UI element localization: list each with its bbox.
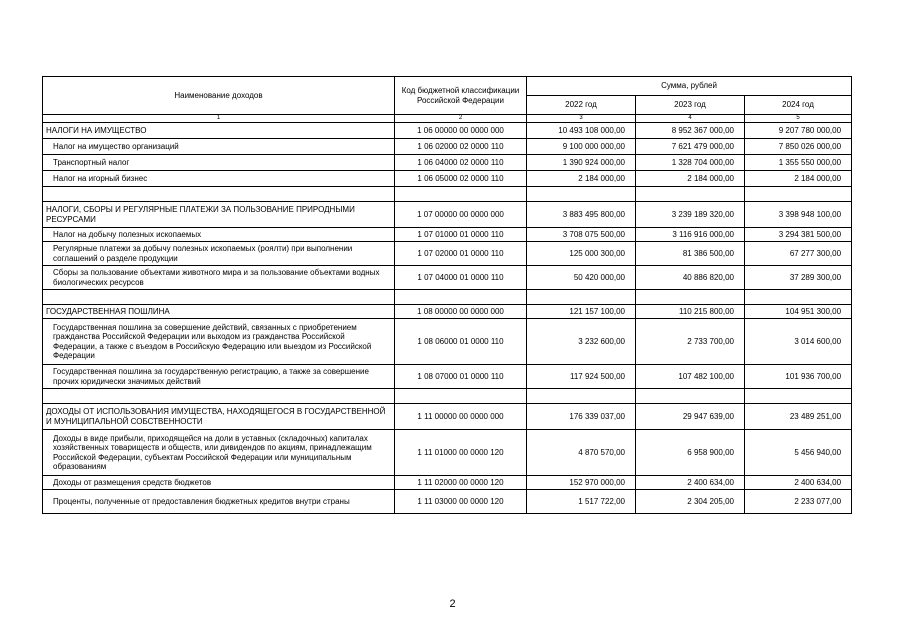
amount-2023: 107 482 100,00 xyxy=(636,365,745,389)
budget-code: 1 07 01000 01 0000 110 xyxy=(395,228,527,242)
amount-2022: 3 883 495 800,00 xyxy=(527,202,636,228)
income-name: Проценты, полученные от предоставления бюджетных кредитов внутри страны xyxy=(43,490,395,514)
amount-2024: 3 014 600,00 xyxy=(745,319,852,365)
amount-2023: 110 215 800,00 xyxy=(636,305,745,319)
table-row xyxy=(43,242,852,266)
amount-2024: 3 294 381 500,00 xyxy=(745,228,852,242)
table-row xyxy=(43,202,852,228)
table-row xyxy=(43,139,852,155)
table-row xyxy=(43,305,852,319)
empty-cell xyxy=(43,187,395,202)
spacer-row xyxy=(43,290,852,305)
empty-cell xyxy=(395,187,527,202)
header-year-2024: 2024 год xyxy=(745,96,852,115)
amount-2024: 5 456 940,00 xyxy=(745,430,852,476)
amount-2024: 2 233 077,00 xyxy=(745,490,852,514)
income-name: ГОСУДАРСТВЕННАЯ ПОШЛИНА xyxy=(43,305,395,319)
income-name: Налог на добычу полезных ископаемых xyxy=(43,228,395,242)
income-name: Регулярные платежи за добычу полезных ископаемых (роялти) при выполнении соглашений о разделе продукции xyxy=(43,242,395,266)
amount-2023: 3 239 189 320,00 xyxy=(636,202,745,228)
amount-2023: 29 947 639,00 xyxy=(636,404,745,430)
header-name: Наименование доходов xyxy=(43,77,395,115)
amount-2024: 1 355 550 000,00 xyxy=(745,155,852,171)
amount-2022: 176 339 037,00 xyxy=(527,404,636,430)
empty-cell xyxy=(745,290,852,305)
col-number: 5 xyxy=(745,115,852,123)
income-name: Государственная пошлина за государственную регистрацию, а также за совершение прочих юридически значимых действий xyxy=(43,365,395,389)
budget-code: 1 08 07000 01 0000 110 xyxy=(395,365,527,389)
budget-code: 1 08 06000 01 0000 110 xyxy=(395,319,527,365)
amount-2023: 7 621 479 000,00 xyxy=(636,139,745,155)
col-number: 4 xyxy=(636,115,745,123)
amount-2024: 3 398 948 100,00 xyxy=(745,202,852,228)
budget-code: 1 11 03000 00 0000 120 xyxy=(395,490,527,514)
table-row xyxy=(43,266,852,290)
table-row xyxy=(43,430,852,476)
table-row xyxy=(43,476,852,490)
budget-code: 1 06 05000 02 0000 110 xyxy=(395,171,527,187)
empty-cell xyxy=(395,389,527,404)
empty-cell xyxy=(43,290,395,305)
empty-cell xyxy=(395,290,527,305)
income-name: Доходы в виде прибыли, приходящейся на доли в уставных (складочных) капиталах хозяйственных товариществ и обществ, или дивидендов по акциям, принадлежащим Российской Федерации, субъектам Российской Федерации или муниципальным образованиям xyxy=(43,430,395,476)
table-row xyxy=(43,228,852,242)
amount-2024: 9 207 780 000,00 xyxy=(745,123,852,139)
budget-code: 1 11 01000 00 0000 120 xyxy=(395,430,527,476)
table-row xyxy=(43,155,852,171)
table-row xyxy=(43,319,852,365)
amount-2022: 3 232 600,00 xyxy=(527,319,636,365)
amount-2022: 3 708 075 500,00 xyxy=(527,228,636,242)
income-name: Сборы за пользование объектами животного мира и за пользование объектами водных биологических ресурсов xyxy=(43,266,395,290)
amount-2022: 1 390 924 000,00 xyxy=(527,155,636,171)
amount-2023: 6 958 900,00 xyxy=(636,430,745,476)
spacer-row xyxy=(43,389,852,404)
amount-2024: 2 400 634,00 xyxy=(745,476,852,490)
amount-2023: 2 400 634,00 xyxy=(636,476,745,490)
budget-code: 1 07 02000 01 0000 110 xyxy=(395,242,527,266)
amount-2024: 2 184 000,00 xyxy=(745,171,852,187)
empty-cell xyxy=(527,389,636,404)
budget-code: 1 11 02000 00 0000 120 xyxy=(395,476,527,490)
amount-2022: 50 420 000,00 xyxy=(527,266,636,290)
amount-2024: 67 277 300,00 xyxy=(745,242,852,266)
budget-code: 1 11 00000 00 0000 000 xyxy=(395,404,527,430)
table-row xyxy=(43,171,852,187)
empty-cell xyxy=(745,389,852,404)
empty-cell xyxy=(527,290,636,305)
amount-2022: 117 924 500,00 xyxy=(527,365,636,389)
header-code: Код бюджетной классификации Российской Федерации xyxy=(395,77,527,115)
revenue-table xyxy=(42,76,852,514)
budget-code: 1 06 02000 02 0000 110 xyxy=(395,139,527,155)
amount-2023: 2 733 700,00 xyxy=(636,319,745,365)
col-number: 1 xyxy=(43,115,395,123)
col-number: 2 xyxy=(395,115,527,123)
amount-2023: 3 116 916 000,00 xyxy=(636,228,745,242)
amount-2022: 121 157 100,00 xyxy=(527,305,636,319)
amount-2024: 23 489 251,00 xyxy=(745,404,852,430)
empty-cell xyxy=(636,290,745,305)
amount-2023: 81 386 500,00 xyxy=(636,242,745,266)
table-row xyxy=(43,490,852,514)
amount-2024: 37 289 300,00 xyxy=(745,266,852,290)
amount-2024: 7 850 026 000,00 xyxy=(745,139,852,155)
spacer-row xyxy=(43,187,852,202)
amount-2022: 152 970 000,00 xyxy=(527,476,636,490)
income-name: НАЛОГИ НА ИМУЩЕСТВО xyxy=(43,123,395,139)
table-row xyxy=(43,404,852,430)
budget-code: 1 06 00000 00 0000 000 xyxy=(395,123,527,139)
amount-2022: 4 870 570,00 xyxy=(527,430,636,476)
amount-2023: 2 304 205,00 xyxy=(636,490,745,514)
empty-cell xyxy=(636,389,745,404)
header-year-2022: 2022 год xyxy=(527,96,636,115)
income-name: Доходы от размещения средств бюджетов xyxy=(43,476,395,490)
amount-2022: 125 000 300,00 xyxy=(527,242,636,266)
amount-2022: 1 517 722,00 xyxy=(527,490,636,514)
header-year-2023: 2023 год xyxy=(636,96,745,115)
empty-cell xyxy=(527,187,636,202)
income-name: НАЛОГИ, СБОРЫ И РЕГУЛЯРНЫЕ ПЛАТЕЖИ ЗА ПОЛЬЗОВАНИЕ ПРИРОДНЫМИ РЕСУРСАМИ xyxy=(43,202,395,228)
amount-2023: 40 886 820,00 xyxy=(636,266,745,290)
amount-2024: 104 951 300,00 xyxy=(745,305,852,319)
empty-cell xyxy=(43,389,395,404)
table-row xyxy=(43,365,852,389)
income-name: Налог на игорный бизнес xyxy=(43,171,395,187)
empty-cell xyxy=(636,187,745,202)
budget-code: 1 06 04000 02 0000 110 xyxy=(395,155,527,171)
income-name: Государственная пошлина за совершение действий, связанных с приобретением гражданства Российской Федерации или выходом из гражданства Российской Федерации, а также с въездом в Российскую Федерацию или выездом из Российской Федерации xyxy=(43,319,395,365)
amount-2022: 10 493 108 000,00 xyxy=(527,123,636,139)
budget-code: 1 07 04000 01 0000 110 xyxy=(395,266,527,290)
income-name: Транспортный налог xyxy=(43,155,395,171)
table-row xyxy=(43,123,852,139)
amount-2022: 2 184 000,00 xyxy=(527,171,636,187)
income-name: Налог на имущество организаций xyxy=(43,139,395,155)
amount-2023: 2 184 000,00 xyxy=(636,171,745,187)
page-number: 2 xyxy=(449,598,456,610)
amount-2023: 1 328 704 000,00 xyxy=(636,155,745,171)
header-sum: Сумма, рублей xyxy=(527,77,852,96)
col-number: 3 xyxy=(527,115,636,123)
budget-code: 1 07 00000 00 0000 000 xyxy=(395,202,527,228)
amount-2024: 101 936 700,00 xyxy=(745,365,852,389)
amount-2023: 8 952 367 000,00 xyxy=(636,123,745,139)
amount-2022: 9 100 000 000,00 xyxy=(527,139,636,155)
budget-code: 1 08 00000 00 0000 000 xyxy=(395,305,527,319)
income-name: ДОХОДЫ ОТ ИСПОЛЬЗОВАНИЯ ИМУЩЕСТВА, НАХОДЯЩЕГОСЯ В ГОСУДАРСТВЕННОЙ И МУНИЦИПАЛЬНОЙ СОБСТВЕННОСТИ xyxy=(43,404,395,430)
empty-cell xyxy=(745,187,852,202)
